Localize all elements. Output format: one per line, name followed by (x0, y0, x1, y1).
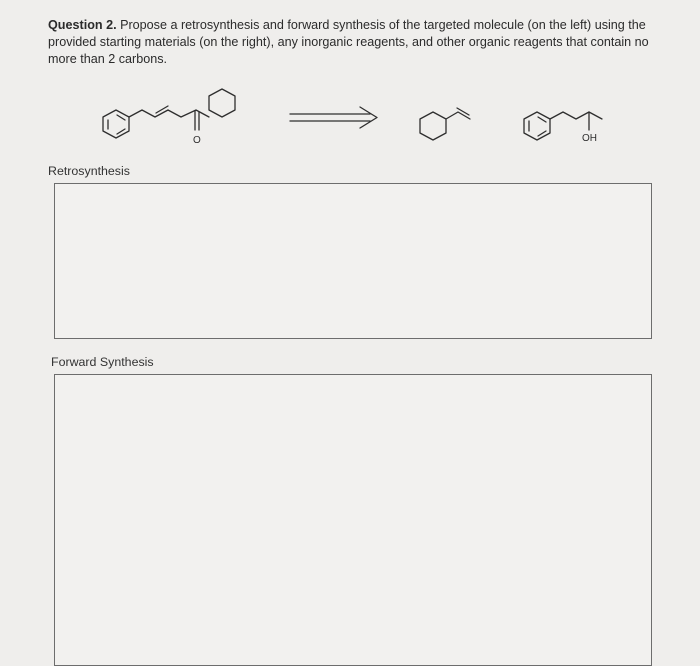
question-text: Propose a retrosynthesis and forward synthesis of the targeted molecule (on the left) using the provided starting materials (on the right), any inorganic reagents, and other organic reagents that contain no more than 2 carbons. (48, 18, 649, 66)
ketone-oxygen-label: O (193, 135, 201, 146)
question-prompt (48, 17, 668, 68)
question-number: Question 2. (48, 18, 117, 32)
starting-material-vinylcyclohexane (420, 108, 470, 140)
forward-synthesis-label: Forward Synthesis (51, 355, 154, 369)
retrosynthesis-arrow-icon (290, 107, 377, 128)
reaction-scheme (0, 78, 700, 158)
hydroxyl-label: OH (582, 133, 597, 144)
target-benzene-ring (103, 110, 129, 138)
forward-synthesis-answer-box[interactable] (54, 374, 652, 666)
target-chain (129, 106, 209, 130)
retrosynthesis-answer-box[interactable] (54, 183, 652, 339)
retrosynthesis-label: Retrosynthesis (48, 164, 130, 178)
target-cyclohexane-ring (209, 89, 235, 117)
